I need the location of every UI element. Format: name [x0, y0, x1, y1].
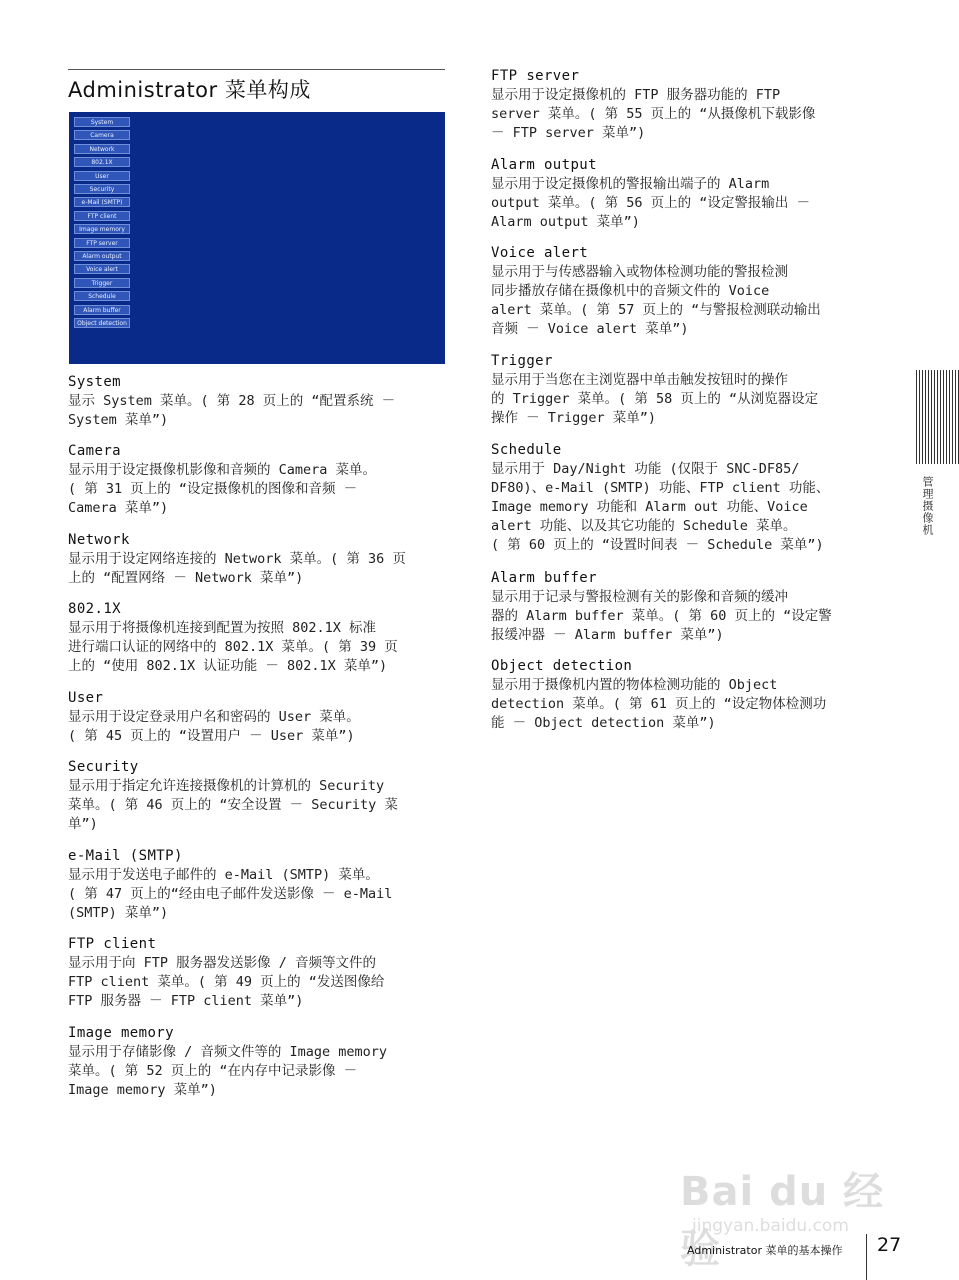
entry-description-line: Image memory 菜单”) [68, 1082, 217, 1098]
entry-title: Camera [68, 443, 121, 459]
entry-description-line: 显示用于将摄像机连接到配置为按照 802.1X 标准 [68, 620, 377, 636]
side-chapter-label: 管理摄像机 [921, 476, 934, 536]
menu-description-entry [68, 442, 448, 518]
entry-title: FTP client [68, 936, 157, 952]
entry-title: Voice alert [491, 245, 589, 261]
entry-title: Schedule [491, 442, 562, 458]
menu-button[interactable]: FTP server [74, 238, 130, 248]
entry-description-line: 显示用于存储影像 / 音频文件等的 Image memory [68, 1044, 388, 1060]
entry-description-line: FTP 服务器 － FTP client 菜单”) [68, 993, 304, 1009]
entry-title: Security [68, 759, 139, 775]
menu-button[interactable]: Alarm buffer [74, 305, 130, 315]
entry-description-line: ( 第 31 页上的 “设定摄像机的图像和音频 － [68, 481, 358, 497]
menu-description-entry [491, 244, 871, 339]
entry-description-line: Camera 菜单”) [68, 500, 169, 516]
watermark-url: jingyan.baidu.com [692, 1216, 849, 1236]
entry-description-line: System 菜单”) [68, 412, 169, 428]
entry-title: Network [68, 532, 130, 548]
entry-description-line: 进行端口认证的网络中的 802.1X 菜单。( 第 39 页 [68, 639, 398, 655]
section-title: Administrator 菜单构成 [68, 78, 311, 102]
menu-button[interactable]: Object detection [74, 318, 130, 328]
menu-description-entry [68, 531, 448, 588]
menu-button[interactable]: Alarm output [74, 251, 130, 261]
footer-divider [866, 1234, 867, 1280]
menu-button[interactable]: Network [74, 144, 130, 154]
entry-description-line: 显示用于摄像机内置的物体检测功能的 Object [491, 677, 778, 693]
entry-description-line: DF80)、e-Mail (SMTP) 功能、FTP client 功能、 [491, 480, 830, 496]
entry-description-line: alert 功能、以及其它功能的 Schedule 菜单。 [491, 518, 797, 534]
entry-description-line: 上的 “配置网络 － Network 菜单”) [68, 570, 304, 586]
entry-description-line: 的 Trigger 菜单。( 第 58 页上的 “从浏览器设定 [491, 391, 819, 407]
menu-description-entry [68, 847, 448, 923]
entry-description-line: 显示用于设定网络连接的 Network 菜单。( 第 36 页 [68, 551, 406, 567]
entry-title: e-Mail (SMTP) [68, 848, 183, 864]
menu-button[interactable]: Voice alert [74, 264, 130, 274]
entry-description-line: 显示用于向 FTP 服务器发送影像 / 音频等文件的 [68, 955, 377, 971]
menu-description-entry [491, 569, 871, 645]
menu-button[interactable]: Camera [74, 130, 130, 140]
entry-title: System [68, 374, 121, 390]
section-top-rule [68, 69, 445, 70]
menu-button[interactable]: e-Mail (SMTP) [74, 197, 130, 207]
entry-description-line: ( 第 60 页上的 “设置时间表 － Schedule 菜单”) [491, 537, 824, 553]
watermark-brand: Bai du 经验 [680, 1169, 885, 1272]
menu-button[interactable]: FTP client [74, 211, 130, 221]
menu-description-entry [68, 600, 448, 676]
entry-description-line: － FTP server 菜单”) [491, 125, 646, 141]
menu-button[interactable]: Trigger [74, 278, 130, 288]
entry-title: Alarm output [491, 157, 597, 173]
entry-description-line: alert 菜单。( 第 57 页上的 “与警报检测联动输出 [491, 302, 821, 318]
entry-description-line: 显示用于设定摄像机影像和音频的 Camera 菜单。 [68, 462, 377, 478]
menu-description-entry [491, 441, 871, 555]
entry-description-line: ( 第 45 页上的 “设置用户 － User 菜单”) [68, 728, 355, 744]
menu-description-entry [68, 689, 448, 746]
menu-description-entry [491, 352, 871, 428]
menu-button[interactable]: Security [74, 184, 130, 194]
entry-description-line: detection 菜单。( 第 61 页上的 “设定物体检测功 [491, 696, 827, 712]
entry-description-line: 操作 － Trigger 菜单”) [491, 410, 657, 426]
menu-description-entry [68, 758, 448, 834]
entry-description-line: 菜单。( 第 52 页上的 “在内存中记录影像 － [68, 1063, 358, 1079]
entry-title: Trigger [491, 353, 553, 369]
page-number: 27 [877, 1234, 902, 1256]
entry-description-line: 显示用于与传感器输入或物体检测功能的警报检测 [491, 264, 788, 280]
menu-description-entry [491, 67, 871, 143]
menu-description-entry [491, 657, 871, 733]
entry-title: Object detection [491, 658, 633, 674]
menu-description-entry [68, 1024, 448, 1100]
menu-button[interactable]: System [74, 117, 130, 127]
entry-description-line: 显示用于发送电子邮件的 e-Mail (SMTP) 菜单。 [68, 867, 379, 883]
footer-section-name: Administrator 菜单的基本操作 [687, 1244, 843, 1257]
entry-description-line: ( 第 47 页上的“经由电子邮件发送影像 － e-Mail [68, 886, 393, 902]
entry-description-line: server 菜单。( 第 55 页上的 “从摄像机下载影像 [491, 106, 816, 122]
entry-description-line: FTP client 菜单。( 第 49 页上的 “发送图像给 [68, 974, 385, 990]
entry-title: User [68, 690, 104, 706]
entry-description-line: 音频 － Voice alert 菜单”) [491, 321, 689, 337]
entry-description-line: 同步播放存储在摄像机中的音频文件的 Voice [491, 283, 770, 299]
entry-description-line: 显示用于指定允许连接摄像机的计算机的 Security [68, 778, 385, 794]
side-chapter-tab [916, 370, 959, 464]
menu-button[interactable]: User [74, 171, 130, 181]
menu-button[interactable]: Image memory [74, 224, 130, 234]
entry-description-line: 显示用于设定登录用户名和密码的 User 菜单。 [68, 709, 360, 725]
entry-description-line: 显示用于设定摄像机的 FTP 服务器功能的 FTP [491, 87, 781, 103]
entry-description-line: 报缓冲器 － Alarm buffer 菜单”) [491, 627, 724, 643]
entry-description-line: 显示用于当您在主浏览器中单击触发按钮时的操作 [491, 372, 788, 388]
entry-description-line: 能 － Object detection 菜单”) [491, 715, 716, 731]
menu-button[interactable]: Schedule [74, 291, 130, 301]
entry-description-line: 菜单。( 第 46 页上的 “安全设置 － Security 菜 [68, 797, 398, 813]
entry-title: Image memory [68, 1025, 174, 1041]
entry-title: Alarm buffer [491, 570, 597, 586]
entry-description-line: 显示用于设定摄像机的警报输出端子的 Alarm [491, 176, 770, 192]
menu-button[interactable]: 802.1X [74, 157, 130, 167]
entry-description-line: output 菜单。( 第 56 页上的 “设定警报输出 － [491, 195, 811, 211]
menu-description-entry [68, 373, 448, 430]
entry-description-line: 器的 Alarm buffer 菜单。( 第 60 页上的 “设定警 [491, 608, 832, 624]
entry-description-line: Alarm output 菜单”) [491, 214, 640, 230]
entry-description-line: 显示 System 菜单。( 第 28 页上的 “配置系统 － [68, 393, 396, 409]
entry-description-line: (SMTP) 菜单”) [68, 905, 169, 921]
entry-description-line: 上的 “使用 802.1X 认证功能 － 802.1X 菜单”) [68, 658, 388, 674]
entry-title: 802.1X [68, 601, 121, 617]
entry-description-line: 显示用于记录与警报检测有关的影像和音频的缓冲 [491, 589, 788, 605]
entry-title: FTP server [491, 68, 580, 84]
entry-description-line: 单”) [68, 816, 98, 832]
menu-description-entry [68, 935, 448, 1011]
admin-menu-screenshot [69, 112, 445, 364]
entry-description-line: Image memory 功能和 Alarm out 功能、Voice [491, 499, 808, 515]
entry-description-line: 显示用于 Day/Night 功能 (仅限于 SNC-DF85/ [491, 461, 800, 477]
menu-description-entry [491, 156, 871, 232]
